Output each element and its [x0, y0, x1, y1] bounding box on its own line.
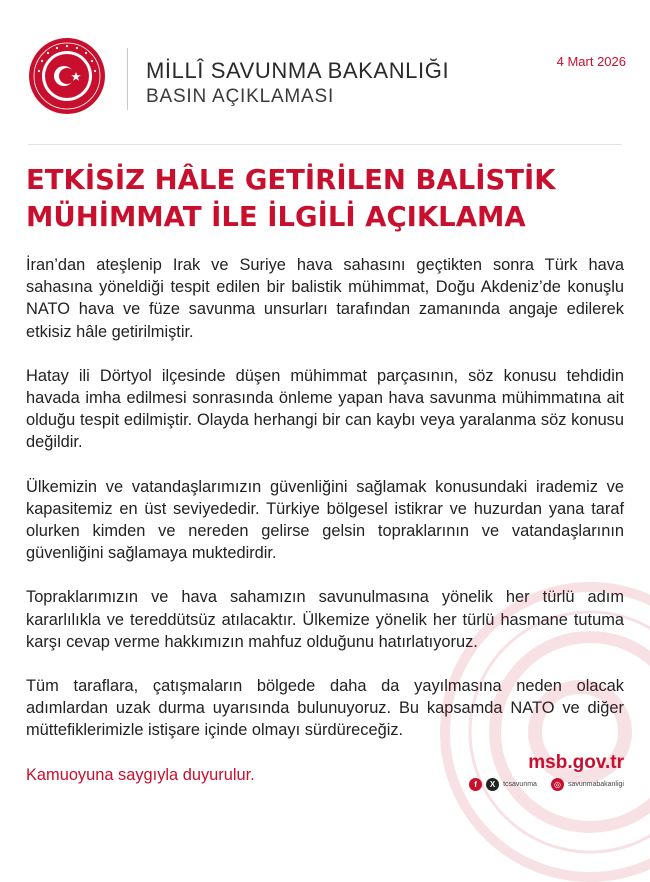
release-date: 4 Mart 2026 [556, 54, 626, 69]
paragraph-1: İran’dan ateşlenip Irak ve Suriye hava sahasını geçtikten sonra Türk hava sahasına yöneldiği tespit edilen bir balistik mühimmat, Doğu Akdeniz’de konuşlu NATO hava ve füze savunma unsurları tarafından zamanında angaje edilerek etkisiz hâle getirilmiştir. [26, 256, 624, 341]
paragraph-2: Hatay ili Dörtyol ilçesinde düşen mühimmat parçasının, söz konusu tehdidin havada imha edilmesi sonrasında önleme yapan hava savunma mühimmatına ait olduğu tespit edilmiştir. Olayda herhangi bir can kaybı veya yaralanma söz konusu değildir. [26, 366, 624, 452]
instagram-icon[interactable]: ◎ [551, 778, 564, 791]
headline-line-2: MÜHİMMAT İLE İLGİLİ AÇIKLAMA [26, 201, 526, 233]
facebook-icon[interactable]: f [469, 778, 482, 791]
header-divider [127, 48, 128, 110]
social-handle-1[interactable]: tcsavunma [503, 781, 537, 788]
closing-line: Kamuoyuna saygıyla duyurulur. [26, 765, 255, 784]
ministry-emblem-icon [27, 36, 107, 116]
headline [26, 162, 626, 236]
release-type: BASIN AÇIKLAMASI [146, 86, 335, 107]
watermark-seal-icon [440, 582, 650, 882]
social-links [469, 778, 624, 791]
header [0, 0, 650, 150]
paragraph-5: Tüm taraflara, çatışmaların bölgede daha da yayılmasına neden olacak adımlardan uzak durma uyarısında bulunuyoruz. Bu kapsamda NATO ve diğer müttefiklerimizle istişare içinde olmayı sürdüreceğiz. [26, 677, 624, 740]
paragraph-4: Topraklarımızın ve hava sahamızın savunulmasına yönelik her türlü adım kararlılıkla ve tereddütsüz atılacaktır. Ülkemize yönelik her türlü hasmane tutuma karşı cevap verme hakkımızın mahfuz olduğunu hatırlatıyoruz. [26, 588, 624, 651]
x-icon[interactable]: X [486, 778, 499, 791]
header-separator [28, 144, 622, 145]
website-link[interactable]: msb.gov.tr [528, 752, 624, 773]
paragraph-3: Ülkemizin ve vatandaşlarımızın güvenliğini sağlamak konusundaki irademiz ve kapasitemiz en üst seviyededir. Türkiye bölgesel istikrar ve huzurdan yana taraf olurken kimden ve nereden gelirse gelsin topraklarının ve vatandaşlarının güvenliğini sağlamaya muktedirdir. [26, 477, 624, 563]
social-handle-2[interactable]: savunmabakanligi [567, 781, 624, 788]
headline-line-1: ETKİSİZ HÂLE GETİRİLEN BALİSTİK [26, 164, 556, 196]
ministry-name: MİLLÎ SAVUNMA BAKANLIĞI [146, 58, 450, 83]
